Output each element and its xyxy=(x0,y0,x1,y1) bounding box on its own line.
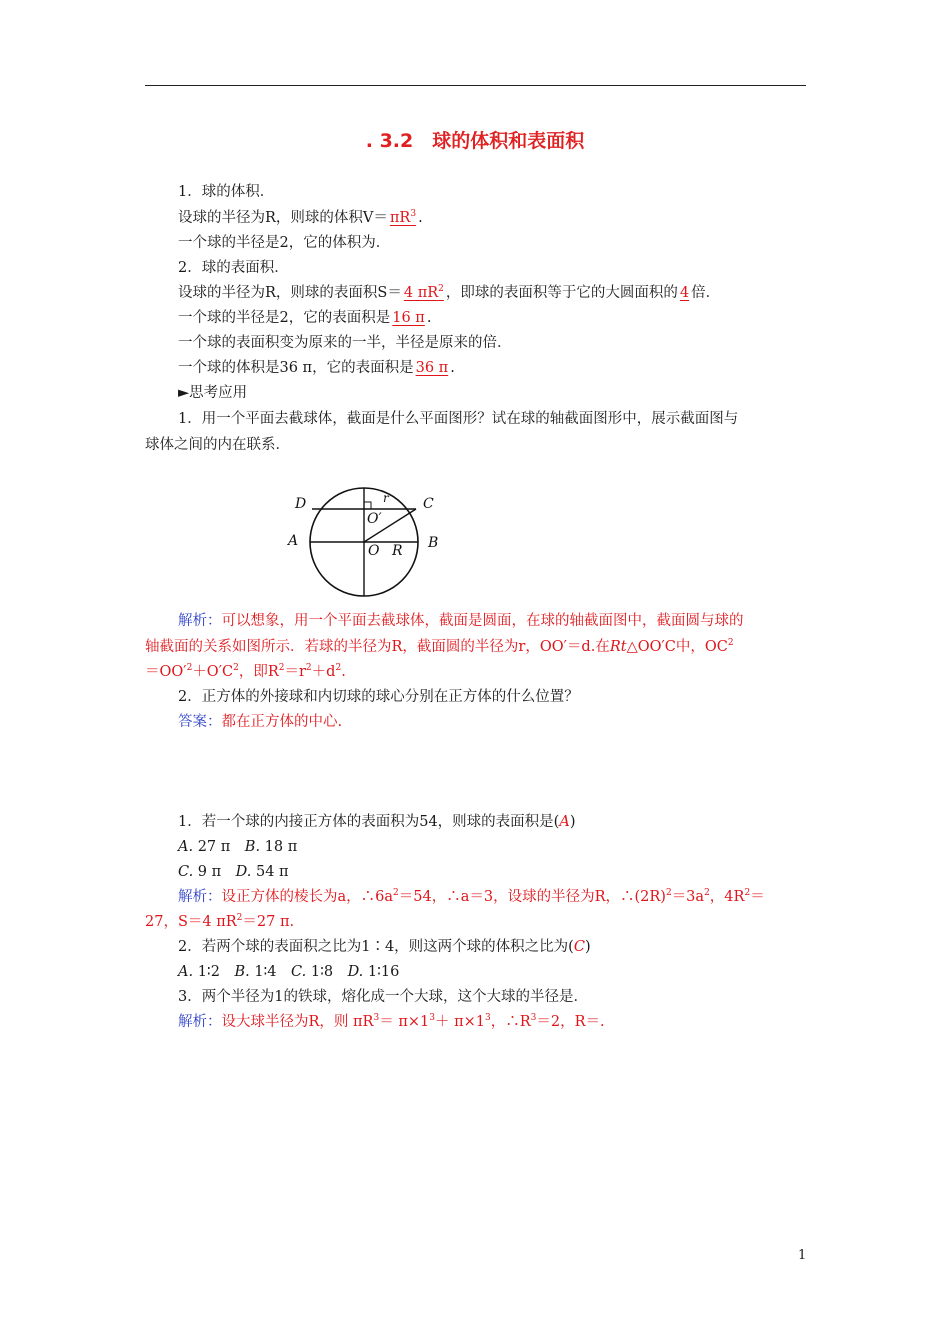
answer-2 xyxy=(178,712,342,732)
area-answer-exponent: 2 xyxy=(438,284,444,294)
eq-exp: 2 xyxy=(744,888,751,898)
eq-part: ＋d xyxy=(311,664,336,680)
page-number: 1 xyxy=(798,1248,807,1263)
header-rule xyxy=(145,85,806,86)
exercise-1-options-ab xyxy=(178,837,297,857)
solution-1-line-2 xyxy=(145,912,294,932)
option-label: D. xyxy=(347,964,364,980)
think-question-1: 1．用一个平面去截球体，截面是什么平面图形？试在球的轴截面图形中，展示截面图与 xyxy=(178,411,739,427)
eq-part: 27，S＝4 πR xyxy=(145,914,237,930)
exercise-1 xyxy=(178,812,576,832)
exercise-2-close: ) xyxy=(584,939,591,955)
area-formula-mid: ，即球的表面积等于它的大圆面积的 xyxy=(445,285,678,301)
area-example-3-answer: 36 π xyxy=(415,360,449,376)
exercise-2-answer: C xyxy=(573,939,585,955)
eq-exp: 2 xyxy=(278,663,285,673)
option-value: 1∶16 xyxy=(367,964,400,980)
volume-heading: 1．球的体积． xyxy=(178,184,275,200)
option-label: A. xyxy=(178,964,194,980)
area-formula-end: 倍． xyxy=(691,285,721,301)
think-question-1-cont: 球体之间的内在联系． xyxy=(145,437,290,453)
label-d: D xyxy=(295,496,307,512)
eq-part: ，∴R xyxy=(490,1014,531,1030)
option-value: 9 π xyxy=(197,864,222,880)
area-formula-answer xyxy=(402,285,446,301)
option-value: 27 π xyxy=(197,839,231,855)
option-label: D. xyxy=(235,864,252,880)
exercise-1-close: ) xyxy=(569,814,576,830)
option-label: B. xyxy=(244,839,261,855)
option-label: B. xyxy=(234,964,250,980)
eq-part: ，4R xyxy=(709,889,745,905)
volume-formula-end: . xyxy=(418,210,423,226)
area-answer-text: 4 πR xyxy=(403,285,439,301)
eq-exp: 2 xyxy=(236,913,243,923)
option-value: 54 π xyxy=(256,864,289,880)
solution-label: 解析： xyxy=(178,1014,222,1030)
label-r-big: R xyxy=(392,543,403,559)
eq-part: ＝54，∴a＝3，设球的半径为R，∴(2R) xyxy=(398,889,666,905)
eq-part: ＝ xyxy=(750,889,765,905)
analysis-1-text: 可以想象，用一个平面去截球体，截面是圆面，在球的轴截面图中，截面圆与球的 xyxy=(221,613,744,629)
eq-exp: 3 xyxy=(429,1013,435,1023)
exercise-3: 3．两个半径为1的铁球，熔化成一个大球，这个大球的半径是． xyxy=(178,989,588,1005)
area-heading: 2．球的表面积． xyxy=(178,260,289,276)
area-example-1-answer: 16 π xyxy=(392,310,425,326)
right-angle-mark xyxy=(364,502,371,509)
eq-part: ，即R xyxy=(238,664,279,680)
area-example-3-text: 一个球的体积是36 π，它的表面积是 xyxy=(178,360,414,376)
area-example-1-end: . xyxy=(426,310,432,326)
exercise-1-options-cd xyxy=(178,862,289,882)
eq-part: ＝ π×1 xyxy=(379,1014,430,1030)
area-example-3-end: . xyxy=(450,360,455,376)
think-heading: ►思考应用 xyxy=(178,385,248,401)
option-value: 1∶8 xyxy=(310,964,334,980)
volume-example: 一个球的半径是2，它的体积为． xyxy=(178,235,391,251)
think-question-2: 2．正方体的外接球和内切球的球心分别在正方体的什么位置？ xyxy=(178,689,579,705)
page-title: . 3.2 球的体积和表面积 xyxy=(365,130,585,152)
label-b: B xyxy=(428,535,439,551)
analysis-rt: Rt xyxy=(609,639,627,655)
eq-part: ＝27 π. xyxy=(242,914,295,930)
analysis-1-line-2-text: 轴截面的关系如图所示．若球的半径为R，截面圆的半径为r，OO′＝d.在 xyxy=(145,639,610,655)
analysis-1-line-1 xyxy=(178,611,744,631)
volume-formula-text: 设球的半径为R，则球的体积V＝ xyxy=(178,210,388,226)
solution-1-line-1 xyxy=(178,887,765,907)
exercise-1-answer: A xyxy=(559,814,570,830)
volume-answer-exponent: 3 xyxy=(410,209,417,219)
area-example-1 xyxy=(178,308,431,328)
solution-label: 解析： xyxy=(178,889,222,905)
area-example-3 xyxy=(178,358,455,378)
eq-part: ＝3a xyxy=(671,889,705,905)
eq-exp: 2 xyxy=(704,888,710,898)
eq-part: ＝r xyxy=(284,664,306,680)
exercise-2 xyxy=(178,937,591,957)
exercise-1-text: 1．若一个球的内接正方体的表面积为54，则球的表面积是( xyxy=(178,814,560,830)
eq-part: ＝OO′ xyxy=(145,664,187,680)
option-label: C. xyxy=(178,864,194,880)
option-label: A. xyxy=(178,839,194,855)
area-example-1-text: 一个球的半径是2，它的表面积是 xyxy=(178,310,391,326)
eq-part: 设大球半径为R，则 πR xyxy=(221,1014,374,1030)
area-formula-line xyxy=(178,283,720,303)
label-o: O xyxy=(368,543,380,559)
solution-3-text xyxy=(222,1014,605,1030)
exercise-2-options xyxy=(178,962,399,982)
option-value: 1∶4 xyxy=(254,964,277,980)
eq-exp: 2 xyxy=(233,663,239,673)
eq-exp: 2 xyxy=(335,663,342,673)
option-value: 1∶2 xyxy=(197,964,220,980)
analysis-1-line-2-tail: △OO′C中，OC xyxy=(626,639,728,655)
option-value: 18 π xyxy=(264,839,298,855)
label-a: A xyxy=(288,533,299,549)
exercise-2-text: 2．若两个球的表面积之比为1∶4，则这两个球的体积之比为( xyxy=(178,939,574,955)
volume-formula-line xyxy=(178,208,423,228)
area-example-2: 一个球的表面积变为原来的一半，半径是原来的倍． xyxy=(178,335,512,351)
analysis-exponent: 2 xyxy=(727,638,734,648)
eq-exp: 3 xyxy=(373,1013,380,1023)
eq-part: ＝2，R＝. xyxy=(536,1014,605,1030)
eq-exp: 3 xyxy=(484,1013,491,1023)
solution-3 xyxy=(178,1012,605,1032)
volume-formula-answer xyxy=(388,210,418,226)
label-o-prime: O′ xyxy=(367,511,382,527)
analysis-label: 解析： xyxy=(178,613,222,629)
eq-exp: 2 xyxy=(186,663,193,673)
analysis-1-line-2 xyxy=(145,637,734,657)
eq-exp: 3 xyxy=(530,1013,537,1023)
answer-2-text: 都在正方体的中心. xyxy=(221,714,343,730)
eq-part: . xyxy=(341,664,346,680)
answer-label: 答案： xyxy=(178,714,222,730)
volume-answer-text: πR xyxy=(389,210,411,226)
eq-exp: 2 xyxy=(665,888,672,898)
sphere-cross-section-diagram xyxy=(285,478,455,603)
area-times-answer: 4 xyxy=(679,285,690,301)
eq-part: ＋ π×1 xyxy=(434,1014,485,1030)
area-formula-text: 设球的半径为R，则球的表面积S＝ xyxy=(178,285,402,301)
eq-part: 设正方体的棱长为a，∴6a xyxy=(221,889,394,905)
analysis-1-line-3 xyxy=(145,662,346,682)
eq-exp: 2 xyxy=(393,888,399,898)
label-c: C xyxy=(423,496,434,512)
eq-exp: 2 xyxy=(305,663,312,673)
label-r-small: r xyxy=(383,491,389,505)
eq-part: ＋O′C xyxy=(192,664,234,680)
option-label: C. xyxy=(291,964,307,980)
solution-1-text xyxy=(222,889,765,905)
